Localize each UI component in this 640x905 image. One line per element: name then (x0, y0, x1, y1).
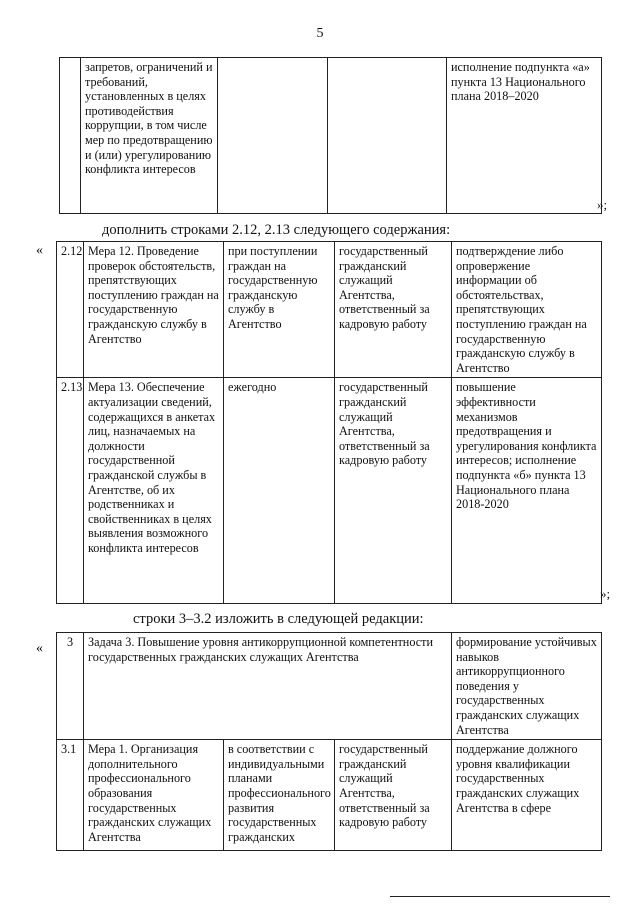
row-number: 2.13 (57, 378, 84, 604)
cell-result: формирование устойчивых навыков антикоррупционного поведения у государственных гражданских служащих Агентства (452, 633, 602, 740)
table-row (57, 242, 602, 378)
cell-measure: запретов, ограничений и требований, установленных в целях противодействия коррупции, в том числе мер по предотвращению и (или) урегулированию конфликта интересов (81, 58, 218, 214)
cell-measure: Мера 1. Организация дополнительного профессионального образования государственных гражданских служащих Агентства (84, 740, 224, 851)
intro-paragraph-2: строки 3–3.2 изложить в следующей редакции: (133, 611, 424, 627)
table-continued (59, 57, 602, 214)
footer-rule (390, 896, 610, 897)
task-text: Задача 3. Повышение уровня антикоррупционной компетентности государственных гражданских служащих Агентства (84, 633, 452, 740)
row-number: 3.1 (57, 740, 84, 851)
table-rows-2-12-2-13 (56, 241, 602, 604)
end-quote-2: »; (600, 586, 611, 601)
cell-result: повышение эффективности механизмов предотвращения и урегулирования конфликта интересов; исполнение подпункта «б» пункта 13 Национального плана 2018-2020 (452, 378, 602, 604)
open-quote-3: « (36, 641, 43, 656)
table-row (57, 633, 602, 740)
table-rows-3-3-1 (56, 632, 602, 851)
cell-responsible (328, 58, 447, 214)
cell-result: исполнение подпункта «а» пункта 13 Национального плана 2018–2020 (447, 58, 602, 214)
table-row (57, 740, 602, 851)
cell-measure: Мера 13. Обеспечение актуализации сведений, содержащихся в анкетах лиц, назначаемых на должности государственной гражданской службы в Агентстве, об их родственниках и свойственниках в целях выявления возможного конфликта интересов (84, 378, 224, 604)
cell-result: поддержание должного уровня квалификации государственных гражданских служащих Агентства в сфере (452, 740, 602, 851)
page-number: 5 (316, 26, 324, 41)
open-quote-2: « (36, 243, 43, 258)
cell-term: в соответствии с индивидуальными планами профессионального развития государственных гражданских (224, 740, 335, 851)
end-quote-1: »; (597, 197, 608, 212)
table-row (60, 58, 602, 214)
cell-result: подтверждение либо опровержение информации об обстоятельствах, препятствующих поступлению граждан на государственную гражданскую службу в Агентство (452, 242, 602, 378)
table-row (57, 378, 602, 604)
cell-num (60, 58, 81, 214)
cell-term (218, 58, 328, 214)
row-number: 3 (57, 633, 84, 740)
cell-term: ежегодно (224, 378, 335, 604)
cell-responsible: государственный гражданский служащий Агентства, ответственный за кадровую работу (335, 378, 452, 604)
cell-measure: Мера 12. Проведение проверок обстоятельств, препятствующих поступлению граждан на государственную гражданскую службу в Агентство (84, 242, 224, 378)
cell-responsible: государственный гражданский служащий Агентства, ответственный за кадровую работу (335, 242, 452, 378)
cell-term: при поступлении граждан на государственную гражданскую службу в Агентство (224, 242, 335, 378)
row-number: 2.12 (57, 242, 84, 378)
cell-responsible: государственный гражданский служащий Агентства, ответственный за кадровую работу (335, 740, 452, 851)
intro-paragraph-1: дополнить строками 2.12, 2.13 следующего содержания: (102, 222, 451, 238)
